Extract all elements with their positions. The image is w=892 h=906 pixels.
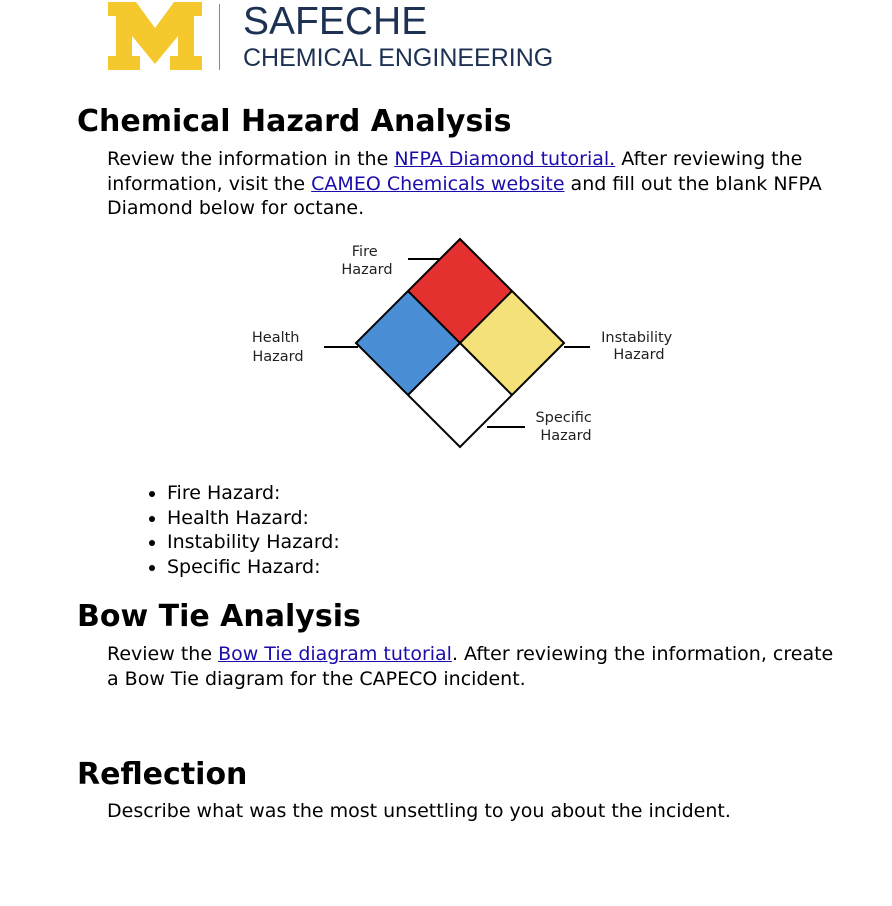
hazard-answer-list (107, 481, 340, 579)
reflection-prompt: Describe what was the most unsettling to you about the incident. (107, 800, 731, 822)
nfpa-diamond-diagram (240, 236, 700, 461)
label-line: Instability (601, 330, 673, 346)
label-line: Hazard (540, 428, 592, 444)
brand-title: SAFECHE (243, 0, 428, 43)
instability-hazard-label (601, 330, 677, 363)
header-divider (219, 4, 220, 70)
bowtie-section-heading: Bow Tie Analysis (77, 599, 361, 634)
list-item: • Instability Hazard: (167, 530, 340, 555)
label-line: Hazard (252, 349, 304, 365)
label-line: Fire (351, 244, 378, 260)
intro-text: After reviewing the information, visit the (107, 148, 803, 195)
intro-text: . After reviewing the information, create a Bow Tie diagram for the CAPECO incident. (107, 643, 834, 690)
health-hazard-label (252, 330, 304, 365)
brand-subtitle: CHEMICAL ENGINEERING (243, 44, 554, 72)
reflection-section-heading: Reflection (77, 757, 248, 792)
intro-text: Review the information in the (107, 148, 395, 170)
cameo-chemicals-link[interactable]: CAMEO Chemicals website (311, 172, 565, 195)
specific-hazard-label (535, 410, 596, 444)
intro-text: and fill out the blank NFPA Diamond below for octane. (107, 172, 822, 219)
intro-text: Review the (107, 643, 219, 665)
list-item: • Specific Hazard: (167, 555, 340, 580)
page-header (108, 2, 568, 72)
label-line: Hazard (341, 262, 393, 278)
list-item: • Health Hazard: (167, 506, 340, 531)
nfpa-diamond-tutorial-link[interactable]: NFPA Diamond tutorial. (394, 148, 616, 170)
bowtie-section-intro (107, 642, 847, 691)
fire-hazard-label (341, 244, 392, 278)
label-line: Specific (535, 410, 592, 426)
university-block-m-logo (108, 2, 202, 70)
label-line: Hazard (613, 347, 665, 363)
label-line: Health (251, 330, 300, 346)
list-item: • Fire Hazard: (167, 481, 340, 506)
hazard-section-intro (107, 147, 877, 221)
hazard-section-heading: Chemical Hazard Analysis (77, 104, 512, 139)
bowtie-tutorial-link[interactable]: Bow Tie diagram tutorial (218, 643, 452, 665)
